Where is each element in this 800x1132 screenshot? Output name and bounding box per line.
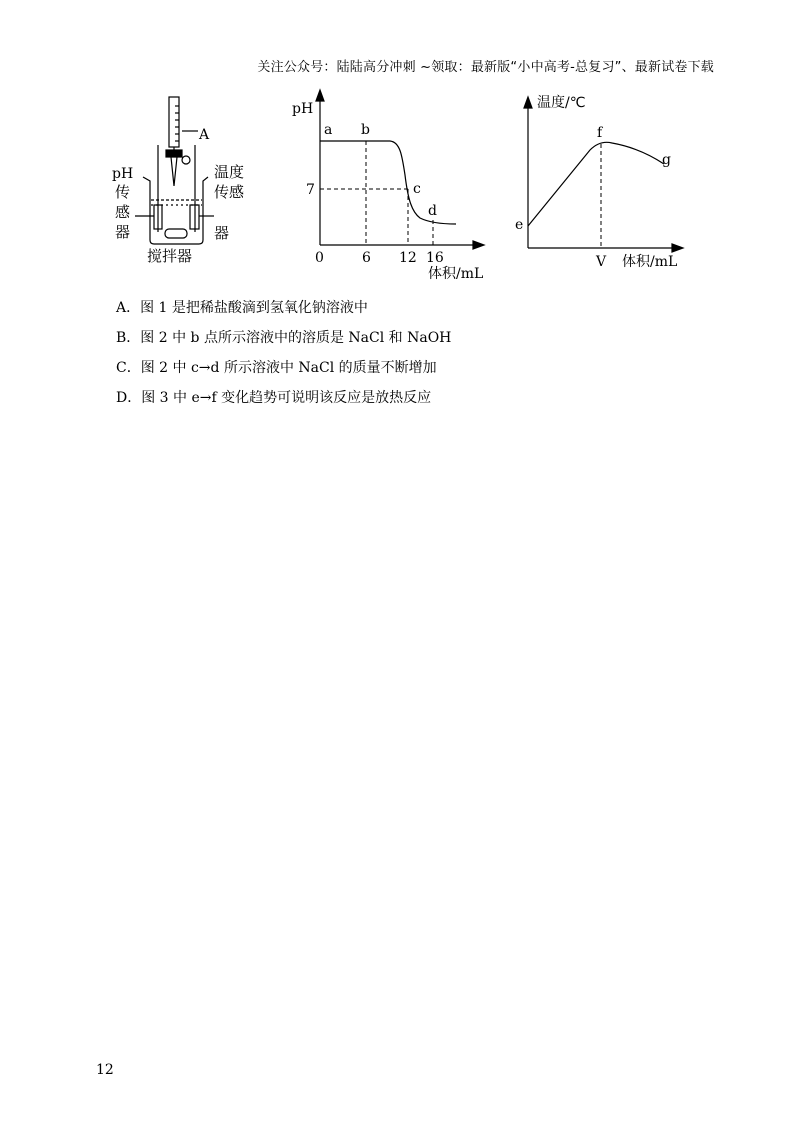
temperature-sensor-probe [190, 145, 214, 232]
page-header: 关注公众号：陆陆高分冲刺 ~领取：最新版“小中高考-总复习”、最新试卷下载 [257, 60, 714, 75]
ph-x-tick-16: 16 [426, 250, 444, 266]
temp-x-arrow [672, 244, 683, 252]
temperature-chart [515, 94, 683, 270]
temp-sensor-label-1: 温度 [214, 163, 245, 181]
temp-point-g: g [662, 152, 671, 168]
ph-x-arrow [473, 241, 484, 249]
ph-y-tick-7: 7 [306, 182, 315, 198]
ph-sensor-label-3: 感 [115, 203, 131, 221]
ph-point-a: a [324, 122, 333, 138]
page-number: 12 [96, 1062, 114, 1078]
apparatus-figure [135, 97, 214, 244]
ph-point-c: c [413, 181, 421, 197]
option-d: D．图 3 中 e→f 变化趋势可说明该反应是放热反应 [116, 390, 432, 406]
ph-point-d: d [428, 203, 437, 219]
ph-x-tick-6: 6 [362, 250, 371, 266]
ph-sensor-probe [135, 145, 162, 232]
temp-y-label: 温度/℃ [537, 95, 586, 111]
temp-point-f: f [597, 125, 603, 141]
temp-curve [528, 142, 664, 226]
ph-y-arrow [316, 90, 324, 101]
temp-y-arrow [524, 97, 532, 108]
ph-x-label: 体积/mL [428, 266, 484, 282]
ph-y-label: pH [292, 101, 314, 117]
ph-sensor-label-4: 器 [115, 223, 131, 241]
beaker [143, 177, 208, 244]
option-a: A．图 1 是把稀盐酸滴到氢氧化钠溶液中 [116, 300, 368, 316]
temp-x-tick-v: V [596, 254, 607, 270]
temp-sensor-label-3: 器 [214, 224, 230, 242]
label-a-burette: A [199, 127, 210, 143]
ph-x-tick-0: 0 [315, 250, 324, 266]
ph-x-tick-12: 12 [399, 250, 417, 266]
ph-sensor-label-1: pH [112, 166, 134, 182]
answer-options [116, 293, 451, 413]
ph-chart [292, 90, 484, 282]
ph-sensor-label-2: 传 [115, 183, 131, 201]
option-c: C．图 2 中 c→d 所示溶液中 NaCl 的质量不断增加 [116, 360, 437, 376]
temp-sensor-label-2: 传感 [214, 183, 245, 201]
temp-point-e: e [515, 217, 524, 233]
stirrer-label: 搅拌器 [147, 247, 193, 265]
figures [0, 0, 800, 300]
option-b: B．图 2 中 b 点所示溶液中的溶质是 NaCl 和 NaOH [116, 330, 452, 346]
temp-x-label: 体积/mL [622, 254, 678, 270]
stirrer-bar [165, 229, 187, 238]
ph-point-b: b [361, 122, 370, 138]
burette [166, 97, 198, 186]
